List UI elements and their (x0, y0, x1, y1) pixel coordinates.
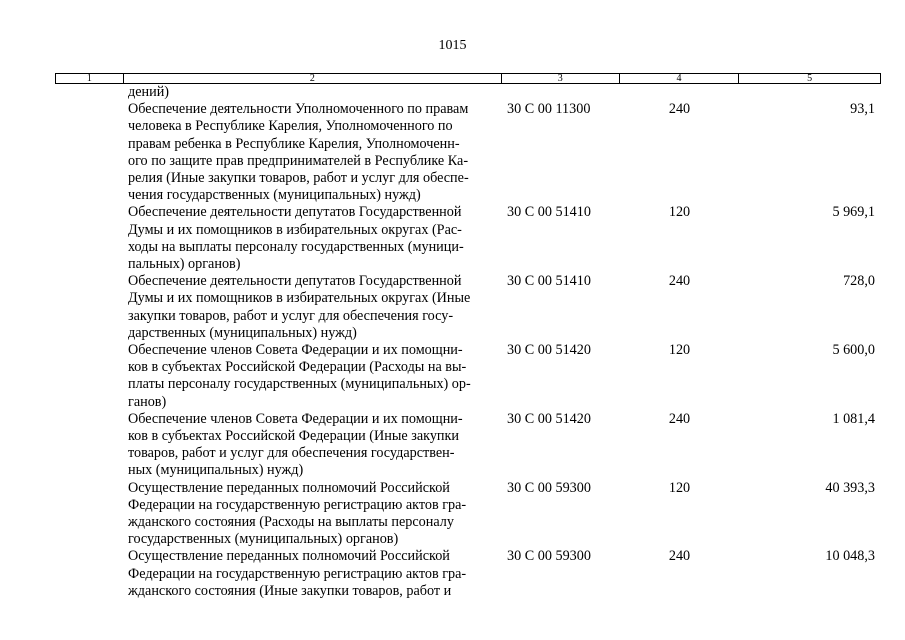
expense-description: Обеспечение деятельности депутатов Государственной Думы и их помощников в избирательных округах (Рас- ходы на выплаты персоналу государственных (муници- пальных) органов) (128, 204, 464, 273)
target-article-code: 30 С 00 51410 (507, 204, 591, 221)
table-row (55, 411, 881, 480)
target-article-code: 30 С 00 51420 (507, 342, 591, 359)
header-col-5: 5 (807, 73, 813, 84)
expense-type-code: 120 (668, 342, 691, 359)
expense-type-code: 240 (668, 273, 691, 290)
amount-value: 93,1 (850, 101, 875, 118)
amount-value: 728,0 (843, 273, 875, 290)
header-col-3: 3 (502, 74, 620, 83)
expense-type-code: 240 (668, 101, 691, 118)
expense-type-code: 240 (668, 410, 691, 427)
budget-table (55, 73, 881, 600)
header-col-4: 4 (620, 74, 740, 83)
header-col-1: 1 (56, 74, 124, 83)
target-article-code: 30 С 00 59300 (507, 479, 591, 496)
table-row (55, 273, 881, 342)
expense-description: Осуществление переданных полномочий Российской Федерации на государственную регистрацию актов гра- жданского состояния (Расходы на выплаты персоналу государственных (муниципальных) органов) (128, 479, 467, 548)
expense-description: Обеспечение членов Совета Федерации и их помощни- ков в субъектах Российской Федерации (Расходы на вы- платы персоналу государственных (муниципальных) ор- ганов) (128, 342, 471, 410)
target-article-code: 30 С 00 51420 (507, 410, 591, 427)
column-number-header (55, 73, 881, 84)
table-row (55, 101, 881, 204)
header-col-2: 2 (124, 74, 502, 83)
amount-value: 10 048,3 (825, 548, 875, 565)
amount-value: 40 393,3 (825, 479, 875, 496)
expense-description: Обеспечение деятельности депутатов Государственной Думы и их помощников в избирательных округах (Иные закупки товаров, работ и услуг для обеспечения госу- дарственных (муниципальных) нужд) (128, 273, 471, 341)
table-row (55, 342, 881, 411)
target-article-code: 30 С 00 11300 (507, 101, 591, 118)
amount-value: 5 969,1 (832, 204, 875, 221)
expense-description: Обеспечение деятельности Уполномоченного по правам человека в Республике Карелия, Уполномоченного по правам ребенка в Республике Карелия, Уполномоченн- ого по защите прав предпринимателей в Республике Ка- релия (Иные закупки товаров, работ и услуг для обеспе- чения государственных (муниципальных) нужд) (128, 101, 469, 204)
page-number: 1015 (438, 38, 467, 53)
target-article-code: 30 С 00 59300 (507, 548, 591, 565)
expense-description: Осуществление переданных полномочий Российской Федерации на государственную регистрацию актов гра- жданского состояния (Иные закупки товаров, работ и (128, 548, 467, 599)
table-row (55, 480, 881, 549)
target-article-code: 30 С 00 51410 (507, 273, 591, 290)
expense-type-code: 120 (668, 479, 691, 496)
table-row (55, 84, 881, 101)
expense-description: Обеспечение членов Совета Федерации и их помощни- ков в субъектах Российской Федерации (Иные закупки товаров, работ и услуг для обеспечения государствен- ных (муниципальных) нужд) (128, 410, 463, 479)
expense-description: дений) (128, 84, 170, 100)
amount-value: 5 600,0 (832, 342, 875, 359)
amount-value: 1 081,4 (832, 410, 875, 427)
table-row (55, 204, 881, 273)
table-row (55, 548, 881, 600)
table-body (55, 84, 881, 600)
expense-type-code: 240 (668, 548, 691, 565)
expense-type-code: 120 (668, 204, 691, 221)
